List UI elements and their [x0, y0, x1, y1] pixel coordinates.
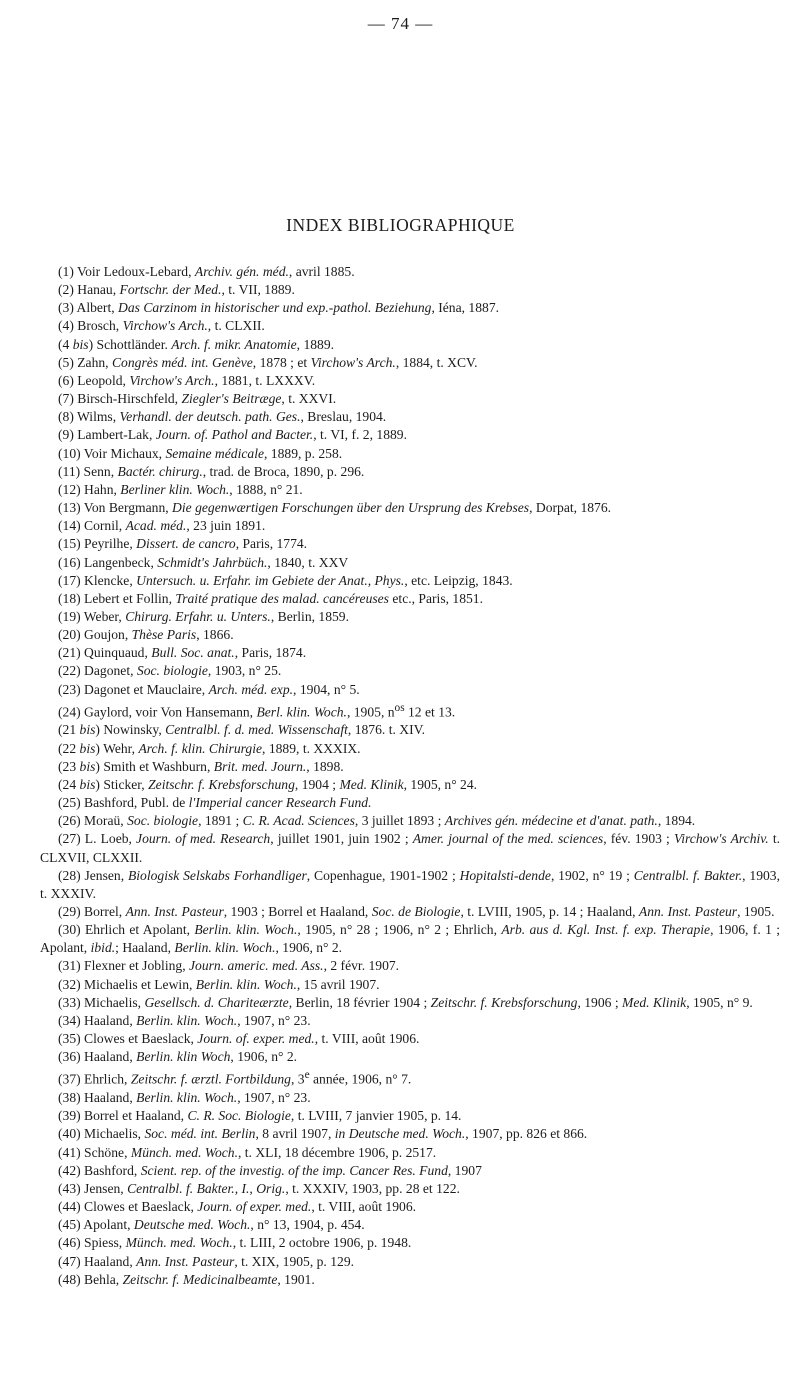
bibliography-entry: (43) Jensen, Centralbl. f. Bakter., I., Orig., t. XXXIV, 1903, pp. 28 et 122.	[58, 1180, 460, 1196]
bibliography-entry: (4) Brosch, Virchow's Arch., t. CLXII.	[58, 318, 265, 334]
bibliography-entry: (35) Clowes et Baeslack, Journ. of. exper. med., t. VIII, août 1906.	[58, 1031, 420, 1047]
bibliography-entry: (39) Borrel et Haaland, C. R. Soc. Biologie, t. LVIII, 7 janvier 1905, p. 14.	[58, 1108, 462, 1124]
bibliography-entry: (46) Spiess, Münch. med. Woch., t. LIII, 2 octobre 1906, p. 1948.	[58, 1235, 412, 1251]
bibliography-list	[40, 263, 780, 1289]
bibliography-entry: (30) Ehrlich et Apolant, Berlin. klin. Woch., 1905, n° 28 ; 1906, n° 2 ; Ehrlich, Arb. aus d. Kgl. Inst. f. exp. Therapie, 1906, f. 1 ; Apolant, ibid.; Haaland, Berlin. klin. Woch., 1906, n° 2.	[40, 922, 781, 956]
bibliography-entry: (31) Flexner et Jobling, Journ. americ. med. Ass., 2 févr. 1907.	[58, 958, 400, 974]
bibliography-entry: (41) Schöne, Münch. med. Woch., t. XLI, 18 décembre 1906, p. 2517.	[58, 1144, 437, 1160]
bibliography-entry: (38) Haaland, Berlin. klin. Woch., 1907, n° 23.	[58, 1090, 311, 1106]
bibliography-entry: (15) Peyrilhe, Dissert. de cancro, Paris, 1774.	[58, 536, 308, 552]
bibliography-entry: (13) Von Bergmann, Die gegenwærtigen Forschungen über den Ursprung des Krebses, Dorpat, 1876.	[58, 500, 612, 516]
bibliography-entry: (42) Bashford, Scient. rep. of the investig. of the imp. Cancer Res. Fund, 1907	[58, 1162, 482, 1178]
bibliography-entry: (23 bis) Smith et Washburn, Brit. med. Journ., 1898.	[58, 758, 344, 774]
bibliography-entry: (19) Weber, Chirurg. Erfahr. u. Unters., Berlin, 1859.	[58, 608, 350, 624]
bibliography-entry: (8) Wilms, Verhandl. der deutsch. path. Ges., Breslau, 1904.	[58, 409, 387, 425]
bibliography-entry: (45) Apolant, Deutsche med. Woch., n° 13, 1904, p. 454.	[58, 1217, 365, 1233]
bibliography-entry: (18) Lebert et Follin, Traité pratique des malad. cancéreuses etc., Paris, 1851.	[58, 590, 483, 606]
bibliography-entry: (6) Leopold, Virchow's Arch., 1881, t. LXXXV.	[58, 372, 316, 388]
bibliography-entry: (33) Michaelis, Gesellsch. d. Chariteærzte, Berlin, 18 février 1904 ; Zeitschr. f. Krebsforschung, 1906 ; Med. Klinik, 1905, n° 9.	[58, 994, 753, 1010]
bibliography-entry: (10) Voir Michaux, Semaine médicale, 1889, p. 258.	[58, 445, 343, 461]
bibliography-entry: (21 bis) Nowinsky, Centralbl. f. d. med. Wissenschaft, 1876. t. XIV.	[58, 722, 426, 738]
page-number: — 74 —	[367, 14, 434, 33]
bibliography-entry: (22 bis) Wehr, Arch. f. klin. Chirurgie, 1889, t. XXXIX.	[58, 740, 361, 756]
bibliography-entry: (32) Michaelis et Lewin, Berlin. klin. Woch., 15 avril 1907.	[58, 976, 380, 992]
bibliography-entry: (48) Behla, Zeitschr. f. Medicinalbeamte, 1901.	[58, 1271, 315, 1287]
bibliography-entry: (27) L. Loeb, Journ. of med. Research, juillet 1901, juin 1902 ; Amer. journal of the med. sciences, fév. 1903 ; Virchow's Archiv. t. CLXVII, CLXXII.	[40, 831, 780, 865]
bibliography-entry: (24) Gaylord, voir Von Hansemann, Berl. klin. Woch., 1905, $n^{os}$ 12 et 13.	[58, 701, 456, 720]
bibliography-entry: (34) Haaland, Berlin. klin. Woch., 1907, n° 23.	[58, 1012, 311, 1028]
bibliography-entry: (9) Lambert-Lak, Journ. of. Pathol and Bacter., t. VI, f. 2, 1889.	[58, 427, 407, 443]
bibliography-entry: (24 bis) Sticker, Zeitschr. f. Krebsforschung, 1904 ; Med. Klinik, 1905, n° 24.	[58, 776, 478, 792]
bibliography-entry: (29) Borrel, Ann. Inst. Pasteur, 1903 ; Borrel et Haaland, Soc. de Biologie, t. LVIII, 1905, p. 14 ; Haaland, Ann. Inst. Pasteur, 1905.	[58, 904, 775, 919]
bibliography-entry: (21) Quinquaud, Bull. Soc. anat., Paris, 1874.	[58, 645, 307, 661]
bibliography-entry: (17) Klencke, Untersuch. u. Erfahr. im Gebiete der Anat., Phys., etc. Leipzig, 1843.	[58, 572, 513, 588]
bibliography-entry: (28) Jensen, Biologisk Selskabs Forhandliger, Copenhague, 1901-1902 ; Hopitalsti-dende, 1902, n° 19 ; Centralbl. f. Bakter., 1903, t. XXXIV.	[40, 867, 780, 901]
index-heading: INDEX BIBLIOGRAPHIQUE	[286, 215, 515, 235]
bibliography-entry: (23) Dagonet et Mauclaire, Arch. méd. exp., 1904, n° 5.	[58, 681, 360, 697]
bibliography-entry: (36) Haaland, Berlin. klin Woch, 1906, n° 2.	[58, 1049, 298, 1065]
bibliography-entry: (44) Clowes et Baeslack, Journ. of exper. med., t. VIII, août 1906.	[58, 1199, 417, 1215]
bibliography-entry: (12) Hahn, Berliner klin. Woch., 1888, n° 21.	[58, 481, 303, 497]
bibliography-entry: (26) Moraü, Soc. biologie, 1891 ; C. R. Acad. Sciences, 3 juillet 1893 ; Archives gén. médecine et d'anat. path., 1894.	[58, 813, 696, 829]
bibliography-entry: (1) Voir Ledoux-Lebard, Archiv. gén. méd., avril 1885.	[58, 264, 355, 279]
bibliography-entry: (47) Haaland, Ann. Inst. Pasteur, t. XIX, 1905, p. 129.	[58, 1253, 355, 1269]
bibliography-entry: (14) Cornil, Acad. méd., 23 juin 1891.	[58, 518, 266, 534]
bibliography-entry: (40) Michaelis, Soc. méd. int. Berlin, 8 avril 1907, in Deutsche med. Woch., 1907, pp. 826 et 866.	[58, 1126, 588, 1142]
bibliography-entry: (2) Hanau, Fortschr. der Med., t. VII, 1889.	[58, 282, 295, 298]
bibliography-entry: (3) Albert, Das Carzinom in historischer und exp.-pathol. Beziehung, Iéna, 1887.	[58, 300, 500, 316]
bibliography-entry: (25) Bashford, Publ. de l'Imperial cancer Research Fund.	[58, 795, 372, 811]
bibliography-entry: (4 bis) Schottländer. Arch. f. mikr. Anatomie, 1889.	[58, 336, 335, 352]
bibliography-entry: (16) Langenbeck, Schmidt's Jahrbüch., 1840, t. XXV	[58, 554, 349, 570]
bibliography-entry: (5) Zahn, Congrès méd. int. Genève, 1878 ; et Virchow's Arch., 1884, t. XCV.	[58, 354, 478, 370]
bibliography-entry: (37) Ehrlich, Zeitschr. f. ærztl. Fortbildung, 3e année, 1906, n° 7.	[58, 1069, 412, 1087]
bibliography-entry: (7) Birsch-Hirschfeld, Ziegler's Beitræge, t. XXVI.	[58, 391, 337, 407]
bibliography-entry: (22) Dagonet, Soc. biologie, 1903, n° 25.	[58, 663, 282, 679]
bibliography-entry: (11) Senn, Bactér. chirurg., trad. de Broca, 1890, p. 296.	[58, 463, 365, 479]
bibliography-entry: (20) Goujon, Thèse Paris, 1866.	[58, 627, 234, 643]
